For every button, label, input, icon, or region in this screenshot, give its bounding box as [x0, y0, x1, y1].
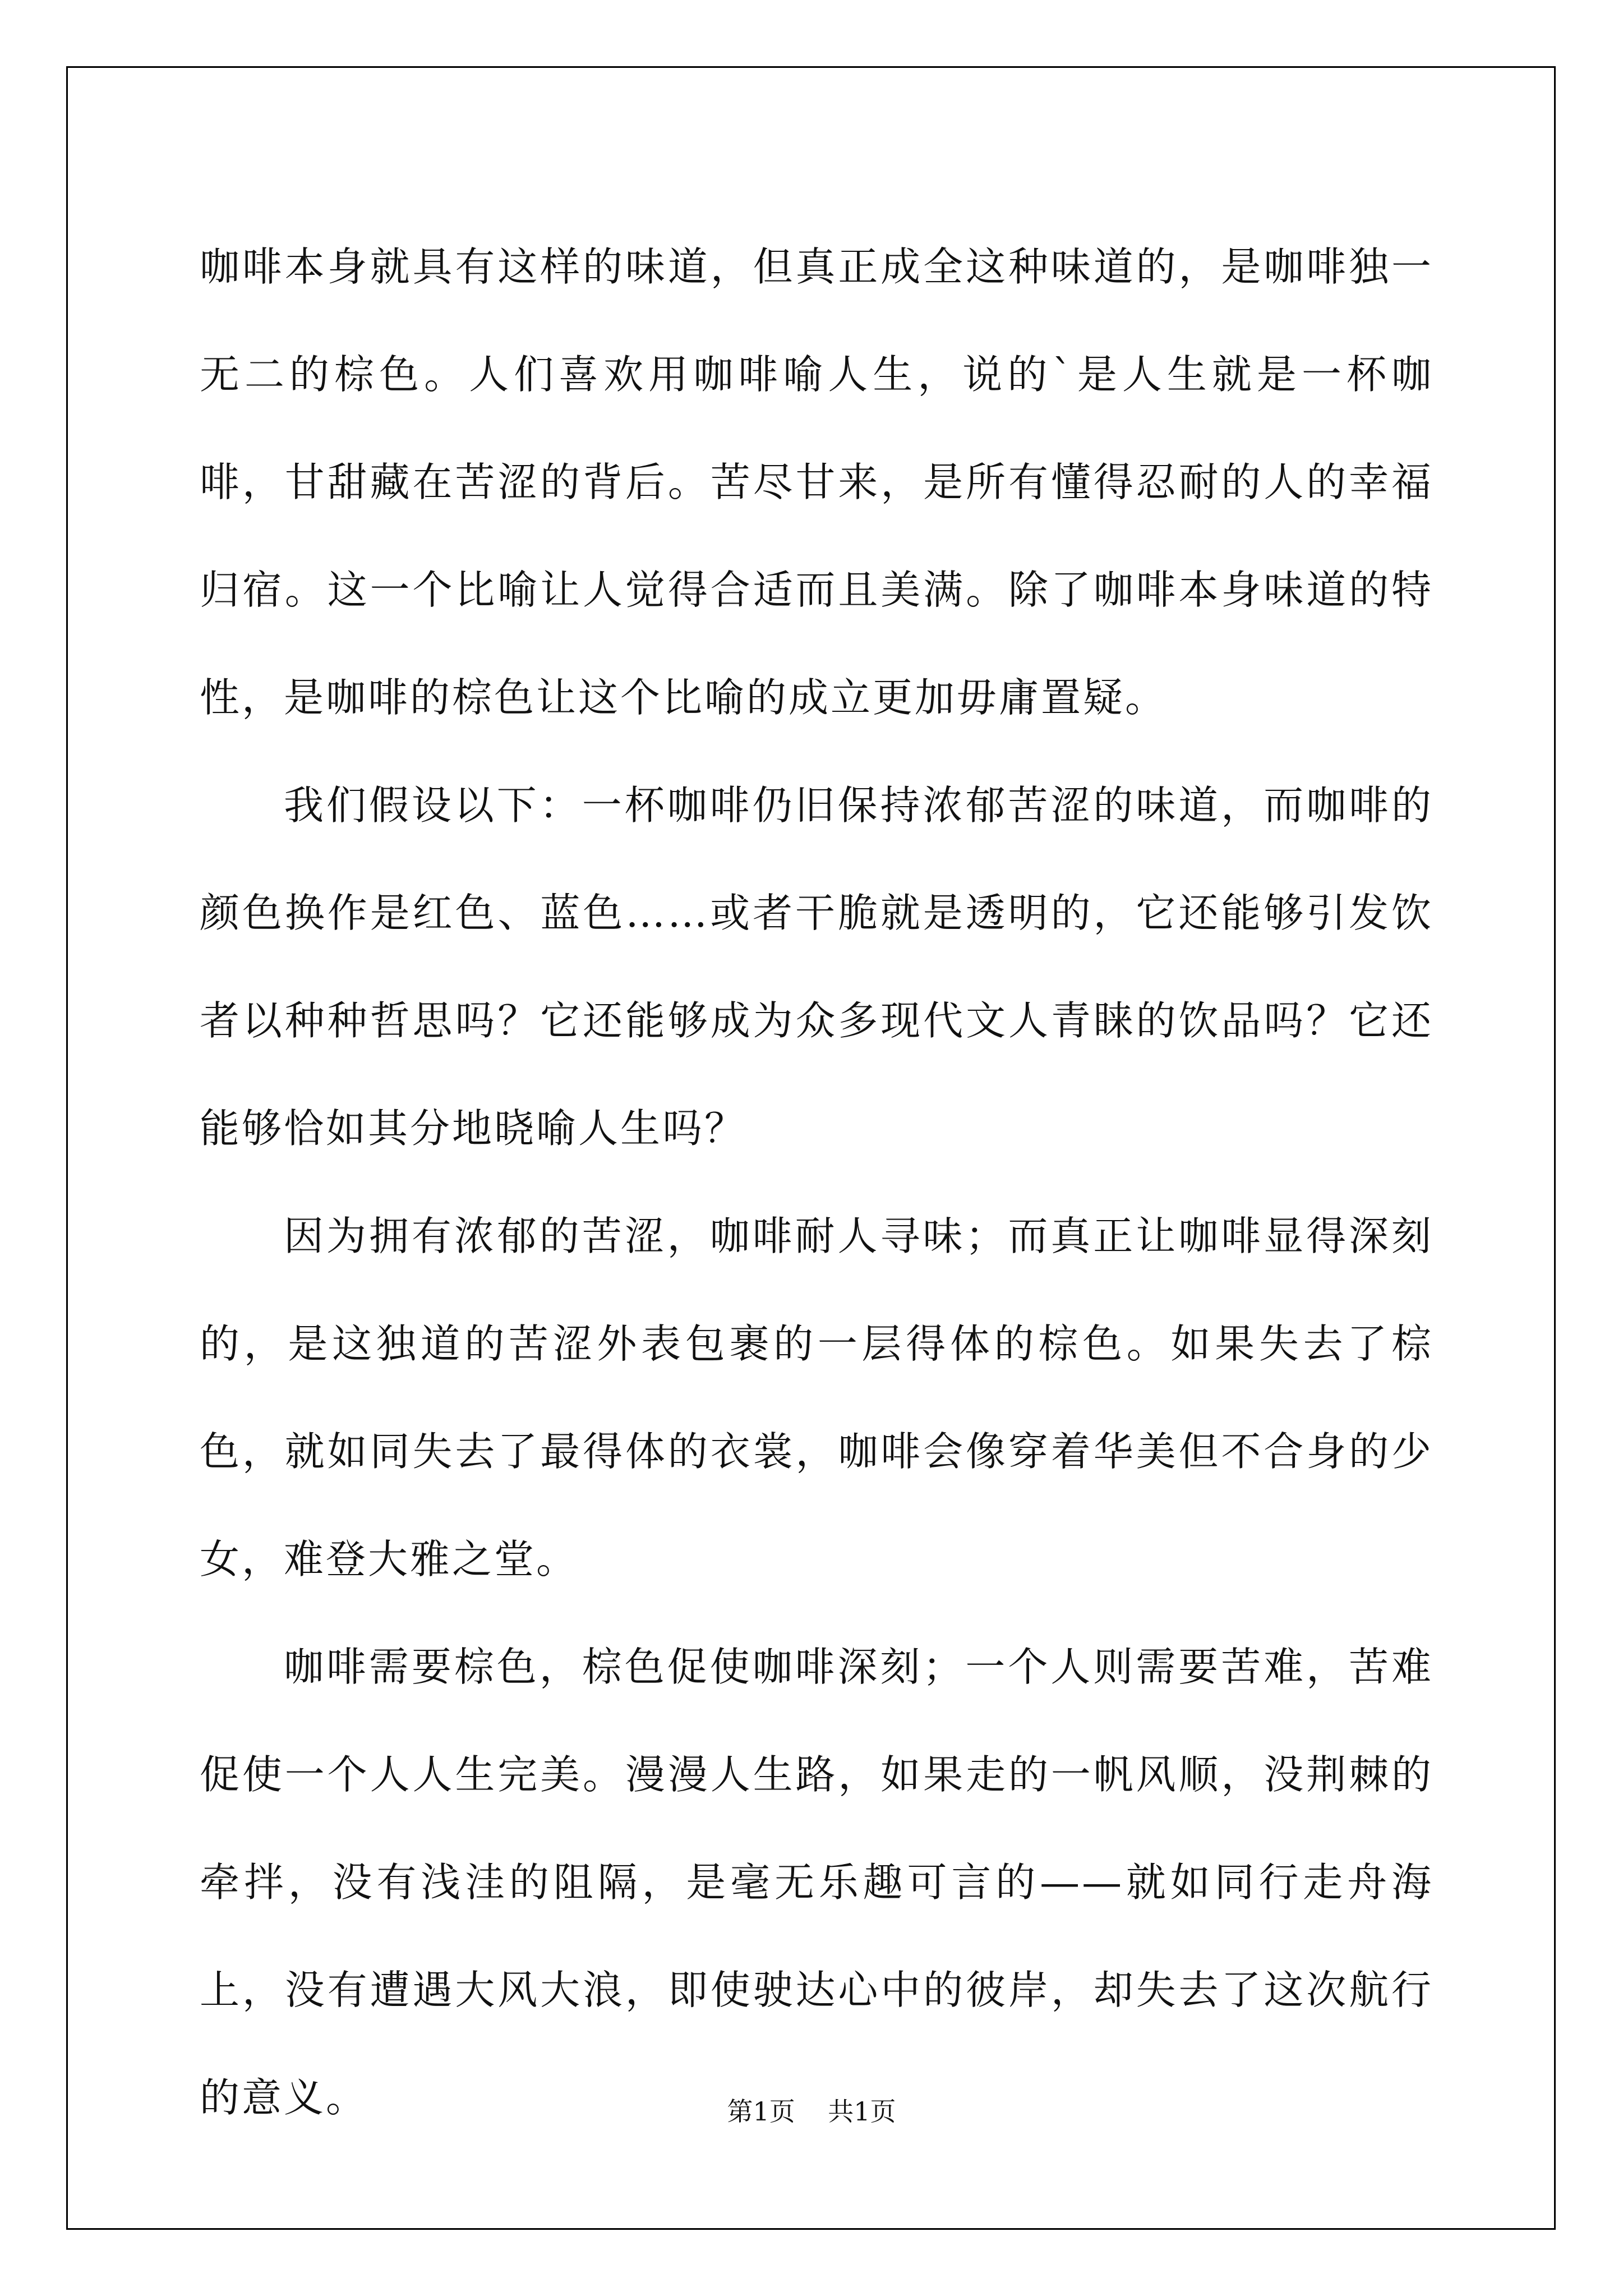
paragraph-4: 咖啡需要棕色，棕色促使咖啡深刻；一个人则需要苦难，苦难促使一个人人生完美。漫漫人生路，如果走的一帆风顺，没荆棘的牵拌，没有浅洼的阻隔，是毫无乐趣可言的——就如同行走舟海上，没有遭遇大风大浪，即使驶达心中的彼岸，却失去了这次航行的意义。	[200, 1644, 1433, 2121]
page-total: 共1页	[828, 2096, 896, 2127]
document-body	[200, 213, 1433, 2152]
paragraph-3: 因为拥有浓郁的苦涩，咖啡耐人寻味；而真正让咖啡显得深刻的，是这独道的苦涩外表包裹的一层得体的棕色。如果失去了棕色，就如同失去了最得体的衣裳，咖啡会像穿着华美但不合身的少女，难登大雅之堂。	[200, 1213, 1433, 1582]
page-number: 第1页	[727, 2096, 795, 2127]
paragraph-2: 我们假设以下：一杯咖啡仍旧保持浓郁苦涩的味道，而咖啡的颜色换作是红色、蓝色……或者干脆就是透明的，它还能够引发饮者以种种哲思吗？它还能够成为众多现代文人青睐的饮品吗？它还能够恰如其分地晓喻人生吗？	[200, 782, 1433, 1152]
paragraph-1: 咖啡本身就具有这样的味道，但真正成全这种味道的，是咖啡独一无二的棕色。人们喜欢用咖啡喻人生，说的`是人生就是一杯咖啡，甘甜藏在苦涩的背后。苦尽甘来，是所有懂得忍耐的人的幸福归宿。这一个比喻让人觉得合适而且美满。除了咖啡本身味道的特性，是咖啡的棕色让这个比喻的成立更加毋庸置疑。	[200, 243, 1433, 721]
page-footer	[0, 2091, 1623, 2128]
